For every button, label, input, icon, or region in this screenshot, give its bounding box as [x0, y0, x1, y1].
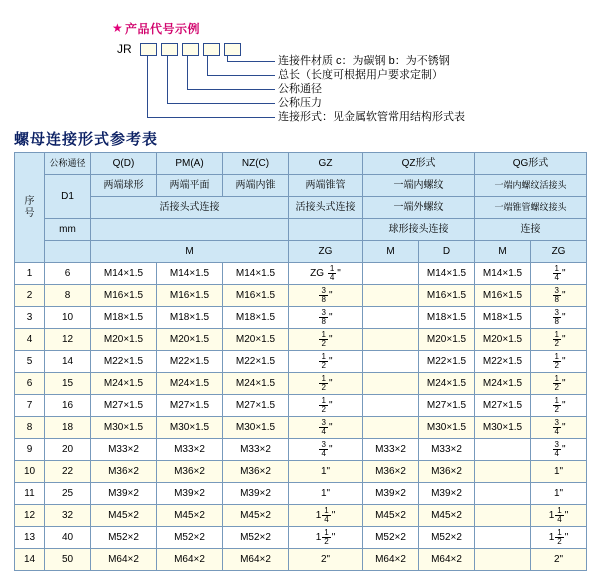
- row-qz-d: M27×1.5: [419, 395, 475, 417]
- row-pm: M52×2: [157, 527, 223, 549]
- row-qg-m: M30×1.5: [475, 417, 531, 439]
- leader-line: [147, 117, 275, 119]
- header-row-type: [15, 175, 587, 197]
- row-qz-m: [363, 351, 419, 373]
- header-type-pm: 两端平面: [157, 175, 223, 197]
- header-row-code: [15, 153, 587, 175]
- header-group-code-nz: NZ(C): [223, 153, 289, 175]
- row-qg-m: [475, 461, 531, 483]
- row-seq: 7: [15, 395, 45, 417]
- row-seq: 9: [15, 439, 45, 461]
- leader-line: [207, 55, 209, 75]
- row-pm: M64×2: [157, 549, 223, 571]
- row-qz-d: M22×1.5: [419, 351, 475, 373]
- row-gz: 1": [289, 461, 363, 483]
- row-pm: M39×2: [157, 483, 223, 505]
- table-row: [15, 527, 587, 549]
- table-row: [15, 549, 587, 571]
- header-qg-zg: ZG: [531, 241, 587, 263]
- header-group-code-qg: QG形式: [475, 153, 587, 175]
- row-qz-m: M33×2: [363, 439, 419, 461]
- code-box: [203, 43, 220, 56]
- nut-connection-table: [14, 152, 587, 571]
- row-qz-d: M52×2: [419, 527, 475, 549]
- row-qz-m: [363, 263, 419, 285]
- row-qd: M27×1.5: [91, 395, 157, 417]
- leader-line: [187, 89, 275, 91]
- header-group-code-qd: Q(D): [91, 153, 157, 175]
- header-thread-zg: ZG: [289, 241, 363, 263]
- row-seq: 10: [15, 461, 45, 483]
- header-row-threadcodes: [15, 241, 587, 263]
- header-conn-qdpmnz: 活接头式连接: [91, 197, 289, 219]
- row-seq: 4: [15, 329, 45, 351]
- row-nz: M14×1.5: [223, 263, 289, 285]
- row-gz: 1 $\frac{1}{2}$ ": [289, 527, 363, 549]
- row-qd: M18×1.5: [91, 307, 157, 329]
- table-row: [15, 483, 587, 505]
- table-row: [15, 505, 587, 527]
- leader-line: [147, 55, 149, 117]
- table-row: [15, 417, 587, 439]
- row-qg-zg: $\frac{3}{8}$ ": [531, 307, 587, 329]
- code-boxes: [140, 43, 241, 56]
- row-pm: M16×1.5: [157, 285, 223, 307]
- row-dn: 40: [45, 527, 91, 549]
- table-body: [15, 263, 587, 571]
- row-qg-zg: $\frac{1}{4}$ ": [531, 263, 587, 285]
- row-seq: 3: [15, 307, 45, 329]
- row-qz-d: M30×1.5: [419, 417, 475, 439]
- row-qz-d: M39×2: [419, 483, 475, 505]
- row-seq: 12: [15, 505, 45, 527]
- row-gz: $\frac{1}{2}$ ": [289, 395, 363, 417]
- row-qg-zg: $\frac{1}{2}$ ": [531, 395, 587, 417]
- header-conn-qz: 球形接头连接: [363, 219, 475, 241]
- header-conn-gz: 活接头式连接: [289, 197, 363, 219]
- header-type-nz: 两端内锥: [223, 175, 289, 197]
- row-pm: M45×2: [157, 505, 223, 527]
- row-dn: 8: [45, 285, 91, 307]
- row-nz: M16×1.5: [223, 285, 289, 307]
- row-qg-zg: $\frac{3}{8}$ ": [531, 285, 587, 307]
- row-qd: M20×1.5: [91, 329, 157, 351]
- row-qg-m: M16×1.5: [475, 285, 531, 307]
- row-qz-d: M33×2: [419, 439, 475, 461]
- code-box: [161, 43, 178, 56]
- row-qz-m: M36×2: [363, 461, 419, 483]
- row-qz-d: M24×1.5: [419, 373, 475, 395]
- diagram-title: 产品代号示例: [125, 22, 201, 36]
- row-qd: M33×2: [91, 439, 157, 461]
- row-qg-zg: 1 $\frac{1}{2}$ ": [531, 527, 587, 549]
- row-qz-m: M39×2: [363, 483, 419, 505]
- section-title: 螺母连接形式参考表: [14, 131, 159, 148]
- row-dn: 25: [45, 483, 91, 505]
- row-dn: 22: [45, 461, 91, 483]
- row-nz: M33×2: [223, 439, 289, 461]
- row-pm: M22×1.5: [157, 351, 223, 373]
- row-qg-m: [475, 439, 531, 461]
- header-type2-qz: 一端外螺纹: [363, 197, 475, 219]
- header-blank-gz: [289, 219, 363, 241]
- header-qz-m: M: [363, 241, 419, 263]
- row-gz: ZG $\frac{1}{4}$ ": [289, 263, 363, 285]
- row-qd: M39×2: [91, 483, 157, 505]
- row-qz-d: M64×2: [419, 549, 475, 571]
- header-type2-qg: 一端锥管螺纹接头: [475, 197, 587, 219]
- row-qd: M24×1.5: [91, 373, 157, 395]
- row-gz: $\frac{3}{8}$ ": [289, 307, 363, 329]
- row-gz: 1": [289, 483, 363, 505]
- row-dn: 20: [45, 439, 91, 461]
- header-blank-dn: [45, 241, 91, 263]
- table-row: [15, 351, 587, 373]
- legend-diameter: 公称通径: [278, 83, 322, 95]
- row-nz: M30×1.5: [223, 417, 289, 439]
- leader-line: [187, 55, 189, 89]
- header-group-code-qz: QZ形式: [363, 153, 475, 175]
- header-group-code-gz: GZ: [289, 153, 363, 175]
- header-type-qz: 一端内螺纹: [363, 175, 475, 197]
- row-nz: M39×2: [223, 483, 289, 505]
- row-nz: M36×2: [223, 461, 289, 483]
- leader-line: [207, 75, 275, 77]
- header-row-conn: [15, 197, 587, 219]
- row-seq: 2: [15, 285, 45, 307]
- row-qd: M14×1.5: [91, 263, 157, 285]
- row-qd: M52×2: [91, 527, 157, 549]
- row-qg-zg: $\frac{1}{2}$ ": [531, 373, 587, 395]
- header-dn-label: 公称通径: [45, 153, 91, 175]
- row-qg-zg: $\frac{3}{4}$ ": [531, 417, 587, 439]
- row-nz: M22×1.5: [223, 351, 289, 373]
- row-seq: 14: [15, 549, 45, 571]
- header-type-qd: 两端球形: [91, 175, 157, 197]
- legend-connection: 连接形式：见金属软管常用结构形式表: [278, 111, 465, 123]
- header-conn-qg: 连接: [475, 219, 587, 241]
- row-qz-d: M16×1.5: [419, 285, 475, 307]
- row-qg-m: [475, 527, 531, 549]
- row-qz-m: [363, 395, 419, 417]
- row-qz-m: [363, 417, 419, 439]
- row-pm: M27×1.5: [157, 395, 223, 417]
- row-qd: M64×2: [91, 549, 157, 571]
- row-dn: 15: [45, 373, 91, 395]
- header-type-qg: 一端内螺纹活接头: [475, 175, 587, 197]
- row-pm: M14×1.5: [157, 263, 223, 285]
- legend-pressure: 公称压力: [278, 97, 322, 109]
- row-dn: 14: [45, 351, 91, 373]
- row-qz-d: M14×1.5: [419, 263, 475, 285]
- row-pm: M18×1.5: [157, 307, 223, 329]
- table-row: [15, 307, 587, 329]
- row-qg-m: [475, 549, 531, 571]
- row-qg-zg: $\frac{3}{4}$ ": [531, 439, 587, 461]
- row-qz-m: M45×2: [363, 505, 419, 527]
- row-qg-m: M20×1.5: [475, 329, 531, 351]
- table-row: [15, 395, 587, 417]
- row-qz-m: M52×2: [363, 527, 419, 549]
- row-qd: M30×1.5: [91, 417, 157, 439]
- row-qg-m: [475, 505, 531, 527]
- row-qg-m: M27×1.5: [475, 395, 531, 417]
- row-qg-zg: 1 $\frac{1}{4}$ ": [531, 505, 587, 527]
- legend-length: 总长（长度可根据用户要求定制）: [278, 69, 443, 81]
- header-dn-sub: D1: [45, 175, 91, 219]
- row-qg-m: M22×1.5: [475, 351, 531, 373]
- header-blank-left: [91, 219, 289, 241]
- row-gz: $\frac{3}{4}$ ": [289, 417, 363, 439]
- row-nz: M18×1.5: [223, 307, 289, 329]
- nut-connection-table-wrap: [14, 152, 586, 571]
- row-dn: 50: [45, 549, 91, 571]
- row-qz-m: [363, 307, 419, 329]
- row-qz-m: [363, 285, 419, 307]
- leader-line: [167, 103, 275, 105]
- table-row: [15, 373, 587, 395]
- row-pm: M33×2: [157, 439, 223, 461]
- row-pm: M20×1.5: [157, 329, 223, 351]
- header-group-code-pm: PM(A): [157, 153, 223, 175]
- header-type-gz: 两端锥管: [289, 175, 363, 197]
- leader-line: [227, 61, 275, 63]
- row-dn: 10: [45, 307, 91, 329]
- row-nz: M64×2: [223, 549, 289, 571]
- row-dn: 16: [45, 395, 91, 417]
- row-qg-zg: $\frac{1}{2}$ ": [531, 351, 587, 373]
- row-seq: 13: [15, 527, 45, 549]
- row-qz-d: M20×1.5: [419, 329, 475, 351]
- row-seq: 11: [15, 483, 45, 505]
- row-seq: 6: [15, 373, 45, 395]
- row-gz: 2": [289, 549, 363, 571]
- row-gz: $\frac{1}{2}$ ": [289, 329, 363, 351]
- row-qg-zg: 1": [531, 483, 587, 505]
- header-qg-m: M: [475, 241, 531, 263]
- row-gz: $\frac{1}{2}$ ": [289, 373, 363, 395]
- table-row: [15, 285, 587, 307]
- row-nz: M27×1.5: [223, 395, 289, 417]
- row-pm: M24×1.5: [157, 373, 223, 395]
- code-box: [182, 43, 199, 56]
- legend-material: 连接件材质 c：为碳钢 b：为不锈钢: [278, 55, 450, 67]
- table-row: [15, 439, 587, 461]
- row-seq: 8: [15, 417, 45, 439]
- row-qd: M36×2: [91, 461, 157, 483]
- row-gz: $\frac{3}{8}$ ": [289, 285, 363, 307]
- row-dn: 18: [45, 417, 91, 439]
- row-qz-d: M36×2: [419, 461, 475, 483]
- star-icon: ★: [112, 21, 123, 35]
- row-qz-d: M18×1.5: [419, 307, 475, 329]
- row-dn: 32: [45, 505, 91, 527]
- row-qd: M45×2: [91, 505, 157, 527]
- header-seq: 序 号: [15, 153, 45, 263]
- header-dn-unit: mm: [45, 219, 91, 241]
- code-prefix: JR: [117, 42, 132, 56]
- header-row-conn2: [15, 219, 587, 241]
- row-qz-m: M64×2: [363, 549, 419, 571]
- table-row: [15, 329, 587, 351]
- row-qd: M22×1.5: [91, 351, 157, 373]
- table-head: [15, 153, 587, 263]
- header-qz-d: D: [419, 241, 475, 263]
- row-nz: M24×1.5: [223, 373, 289, 395]
- row-pm: M36×2: [157, 461, 223, 483]
- row-qz-m: [363, 329, 419, 351]
- leader-line: [167, 55, 169, 103]
- row-nz: M20×1.5: [223, 329, 289, 351]
- row-qg-m: M24×1.5: [475, 373, 531, 395]
- row-qg-m: M18×1.5: [475, 307, 531, 329]
- row-qg-zg: 1": [531, 461, 587, 483]
- row-qg-m: [475, 483, 531, 505]
- product-code-diagram: [0, 0, 600, 130]
- row-qz-m: [363, 373, 419, 395]
- row-seq: 1: [15, 263, 45, 285]
- row-dn: 6: [45, 263, 91, 285]
- table-row: [15, 461, 587, 483]
- row-qg-zg: $\frac{1}{2}$ ": [531, 329, 587, 351]
- row-gz: $\frac{3}{4}$ ": [289, 439, 363, 461]
- row-dn: 12: [45, 329, 91, 351]
- row-pm: M30×1.5: [157, 417, 223, 439]
- row-seq: 5: [15, 351, 45, 373]
- row-gz: 1 $\frac{1}{4}$ ": [289, 505, 363, 527]
- row-gz: $\frac{1}{2}$ ": [289, 351, 363, 373]
- row-qz-d: M45×2: [419, 505, 475, 527]
- row-nz: M45×2: [223, 505, 289, 527]
- row-qg-zg: 2": [531, 549, 587, 571]
- row-qd: M16×1.5: [91, 285, 157, 307]
- row-nz: M52×2: [223, 527, 289, 549]
- table-row: [15, 263, 587, 285]
- header-thread-m: M: [91, 241, 289, 263]
- row-qg-m: M14×1.5: [475, 263, 531, 285]
